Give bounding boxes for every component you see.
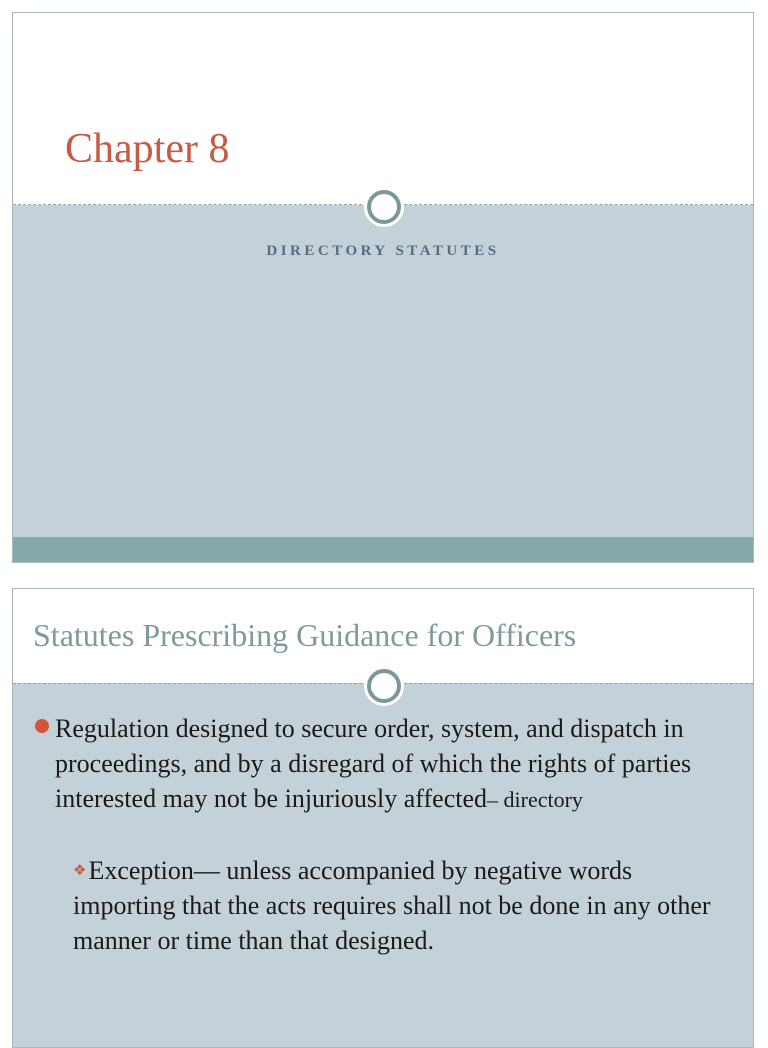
slide-1-title-area [13,13,753,205]
circle-ring-icon [367,190,401,224]
chapter-title: Chapter 8 [65,126,230,172]
sub-bullet [73,853,737,958]
chapter-subtitle: DIRECTORY STATUTES [266,243,500,259]
circle-ring-icon [367,669,401,703]
main-bullet-suffix: – directory [487,787,583,812]
sub-bullet-text: Exception— unless accompanied by negative words importing that the acts requires shall not be done in any other manner or time than that designed. [73,856,711,955]
slide-2-title: Statutes Prescribing Guidance for Officers [33,617,577,653]
slide-1-footer-band [13,537,753,563]
main-bullet-text [35,711,735,817]
diamond-bullet-icon: ❖ [73,861,87,879]
slide-2 [12,588,754,1048]
main-bullet [35,711,735,817]
main-bullet-body: Regulation designed to secure order, system, and dispatch in proceedings, and by a disregard of which the rights of parties interested may not be injuriously affected [55,714,692,813]
bullet-dot-icon [35,719,49,733]
slide-1 [12,12,754,563]
